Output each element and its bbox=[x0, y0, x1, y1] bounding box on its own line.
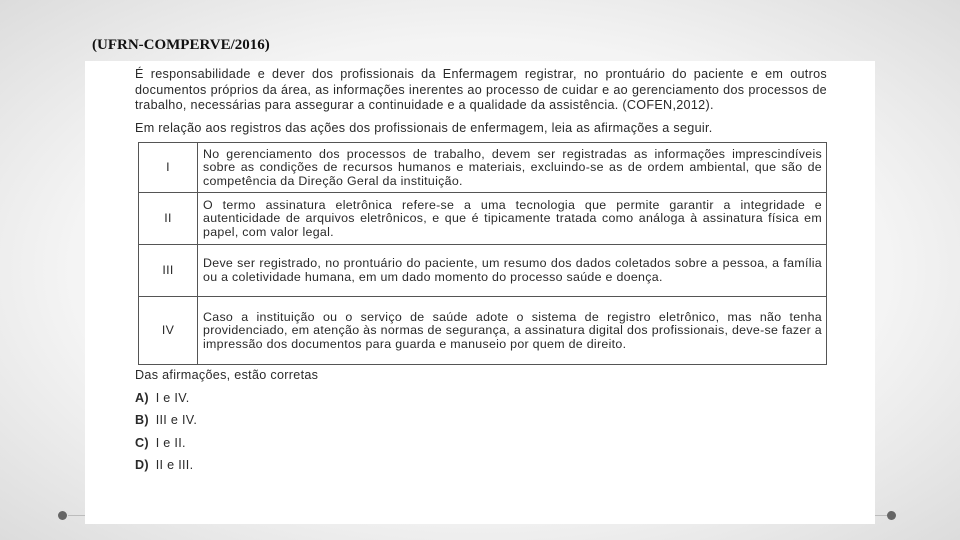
option-letter: D) bbox=[135, 458, 149, 472]
table-row bbox=[139, 245, 827, 297]
statement-numeral: III bbox=[139, 245, 198, 297]
statement-text: O termo assinatura eletrônica refere-se a uma tecnologia que permite garantir a integridade e autenticidade de arquivos eletrônicos, e que é tipicamente tratada como análoga à assinatura física em papel, com valor legal. bbox=[198, 193, 827, 245]
table-row bbox=[139, 297, 827, 365]
statement-text: No gerenciamento dos processos de trabalho, devem ser registradas as informações imprescindíveis sobre as condições de recursos humanos e materiais, excluindo-se as de ordem ambiental, que são de competência da Direção Geral da instituição. bbox=[198, 143, 827, 193]
decorative-dot-left bbox=[58, 511, 67, 520]
statements-table bbox=[138, 142, 827, 365]
option-letter: C) bbox=[135, 435, 149, 450]
option-c bbox=[135, 436, 827, 452]
statement-numeral: IV bbox=[139, 297, 198, 365]
option-b bbox=[135, 413, 827, 429]
decorative-dot-right bbox=[887, 511, 896, 520]
table-row bbox=[139, 143, 827, 193]
statement-numeral: I bbox=[139, 143, 198, 193]
statement-numeral: II bbox=[139, 193, 198, 245]
decorative-line-right bbox=[875, 515, 887, 516]
option-text: I e II. bbox=[155, 435, 186, 450]
option-text: I e IV. bbox=[155, 390, 190, 405]
option-letter: A) bbox=[135, 390, 149, 405]
option-text: II e III. bbox=[155, 458, 194, 472]
option-d bbox=[135, 458, 827, 474]
decorative-line-left bbox=[68, 515, 85, 516]
option-text: III e IV. bbox=[155, 413, 198, 427]
slide-title: (UFRN-COMPERVE/2016) bbox=[92, 37, 270, 53]
question-intro: É responsabilidade e dever dos profissionais da Enfermagem registrar, no prontuário do paciente e em outros documentos próprios da área, as informações inerentes ao processo de cuidar e ao gerenciamento dos processos de trabalho, necessárias para assegurar a continuidade e a qualidade da assistência. (COFEN,2012). bbox=[135, 67, 827, 112]
question-instruction: Em relação aos registros das ações dos profissionais de enfermagem, leia as afirmações a seguir. bbox=[135, 120, 713, 135]
table-row bbox=[139, 193, 827, 245]
statement-text: Caso a instituição ou o serviço de saúde adote o sistema de registro eletrônico, mas não tenha providenciado, em atenção às normas de segurança, a assinatura digital dos profissionais, deve-se fazer a impressão dos documentos para guarda e manuseio por quem de direito. bbox=[198, 297, 827, 365]
statement-text: Deve ser registrado, no prontuário do paciente, um resumo dos dados coletados sobre a pessoa, a família ou a coletividade humana, em um dado momento do processo saúde e doença. bbox=[198, 245, 827, 297]
question-scan bbox=[85, 61, 875, 524]
question-stem: Das afirmações, estão corretas bbox=[135, 368, 319, 382]
option-a bbox=[135, 391, 827, 407]
option-letter: B) bbox=[135, 413, 149, 427]
